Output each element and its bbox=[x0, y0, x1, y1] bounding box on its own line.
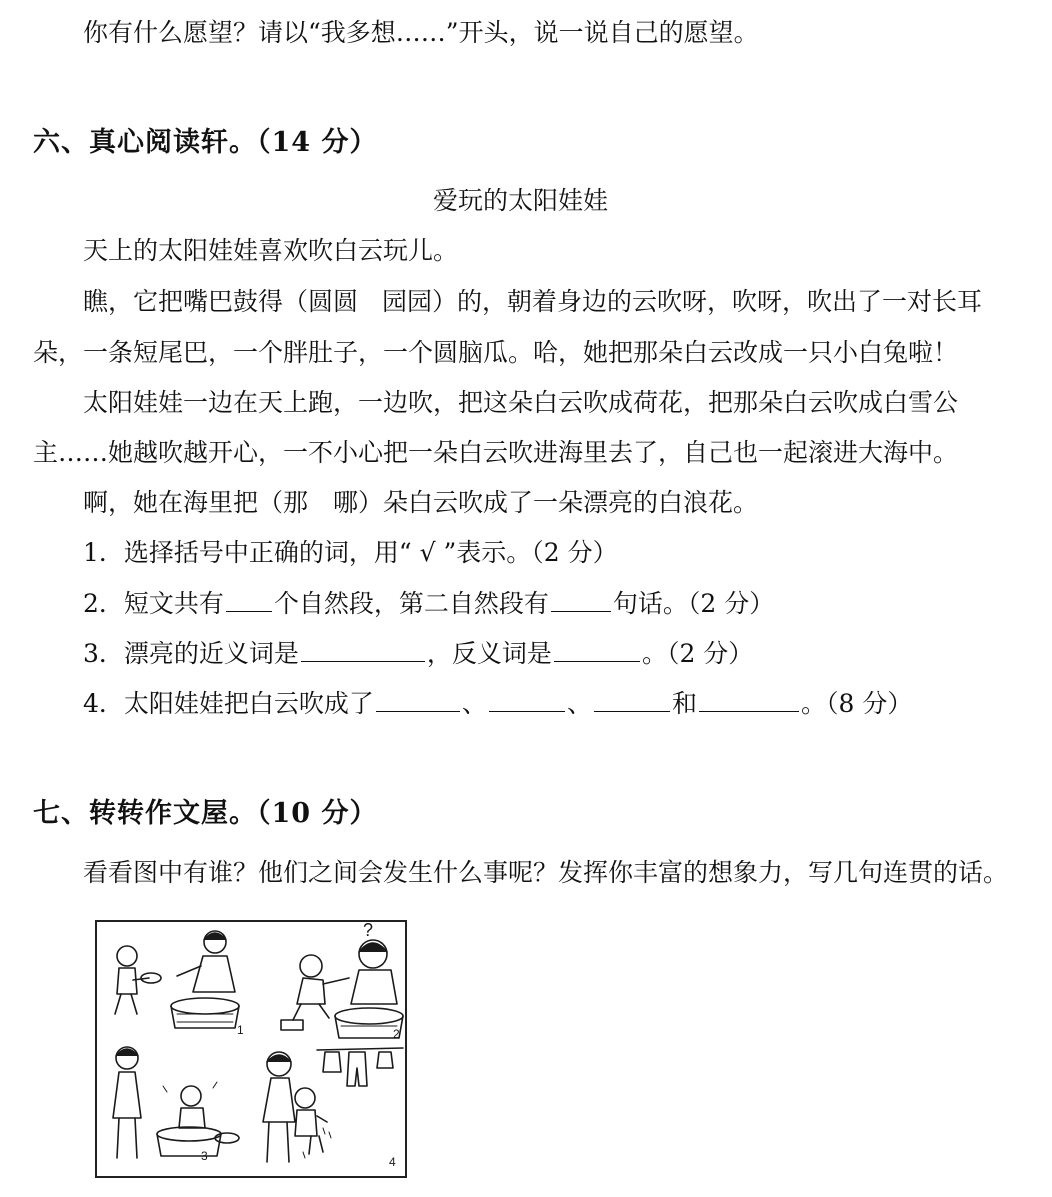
story-title: 爱玩的太阳娃娃 bbox=[433, 186, 609, 215]
story-paragraph-3-line-2: 主……她越吹越开心，一不小心把一朵白云吹进海里去了，自己也一起滚进大海中。 bbox=[33, 438, 959, 467]
panel-4-number: 4 bbox=[389, 1155, 396, 1169]
panel-3-number: 3 bbox=[201, 1149, 208, 1163]
q2-text-a: 2．短文共有 bbox=[83, 589, 224, 618]
panel-3-drawing bbox=[113, 1047, 239, 1158]
panel-1-number: 1 bbox=[237, 1023, 244, 1037]
q4-and: 和 bbox=[671, 689, 697, 718]
section-seven-prompt: 看看图中有谁？他们之间会发生什么事呢？发挥你丰富的想象力，写几句连贯的话。 bbox=[83, 858, 1009, 887]
q2-text-b: 个自然段，第二自然段有 bbox=[273, 589, 549, 618]
story-paragraph-2-line-1 bbox=[83, 285, 982, 319]
q3-text-a: 3．漂亮的近义词是 bbox=[83, 639, 299, 668]
panel-2-drawing bbox=[281, 940, 403, 1038]
q4-blank-3[interactable] bbox=[594, 689, 670, 712]
q4-blank-4[interactable] bbox=[699, 689, 799, 712]
section-seven-heading: 七、转转作文屋。（10 分） bbox=[33, 798, 378, 829]
paragraph-2-part-b: 园园）的，朝着身边的云吹呀，吹呀，吹出了一对长耳 bbox=[382, 287, 983, 316]
illustration-drawing bbox=[97, 922, 405, 1176]
q2-text-c: 句话。（2 分） bbox=[612, 589, 775, 618]
q2-blank-paragraph-count[interactable] bbox=[226, 589, 272, 612]
wish-prompt: 你有什么愿望？请以“我多想……”开头，说一说自己的愿望。 bbox=[83, 18, 759, 47]
story-paragraph-3-line-1: 太阳娃娃一边在天上跑，一边吹，把这朵白云吹成荷花，把那朵白云吹成白雪公 bbox=[83, 388, 959, 417]
q4-text-end: 。（8 分） bbox=[800, 689, 913, 718]
q2-blank-sentence-count[interactable] bbox=[551, 589, 611, 612]
q4-separator-2: 、 bbox=[566, 689, 592, 718]
question-4 bbox=[83, 687, 912, 721]
paragraph-2-part-a: 瞧，它把嘴巴鼓得（圆圆 bbox=[83, 287, 359, 316]
question-1: 1．选择括号中正确的词，用“ √ ”表示。（2 分） bbox=[83, 538, 618, 567]
q4-text-a: 4．太阳娃娃把白云吹成了 bbox=[83, 689, 374, 718]
q4-blank-1[interactable] bbox=[376, 689, 460, 712]
q4-separator-1: 、 bbox=[461, 689, 487, 718]
story-paragraph-1: 天上的太阳娃娃喜欢吹白云玩儿。 bbox=[83, 236, 459, 265]
picture-story-illustration bbox=[95, 920, 407, 1178]
story-paragraph-2-line-2: 朵，一条短尾巴，一个胖肚子，一个圆脑瓜。哈，她把那朵白云改成一只小白兔啦！ bbox=[33, 338, 959, 367]
panel-4-drawing bbox=[263, 1048, 403, 1162]
question-3 bbox=[83, 637, 753, 671]
q3-blank-antonym[interactable] bbox=[554, 639, 640, 662]
q3-blank-synonym[interactable] bbox=[301, 639, 425, 662]
panel-2-number: 2 bbox=[393, 1027, 400, 1041]
question-mark-glyph: ? bbox=[363, 922, 374, 940]
q3-text-b: ，反义词是 bbox=[426, 639, 552, 668]
section-six-heading: 六、真心阅读轩。（14 分） bbox=[33, 127, 378, 158]
q4-blank-2[interactable] bbox=[489, 689, 565, 712]
panel-1-drawing bbox=[115, 931, 239, 1028]
q3-text-c: 。（2 分） bbox=[641, 639, 754, 668]
question-2 bbox=[83, 587, 774, 621]
story-paragraph-4: 啊，她在海里把（那 哪）朵白云吹成了一朵漂亮的白浪花。 bbox=[83, 488, 759, 517]
